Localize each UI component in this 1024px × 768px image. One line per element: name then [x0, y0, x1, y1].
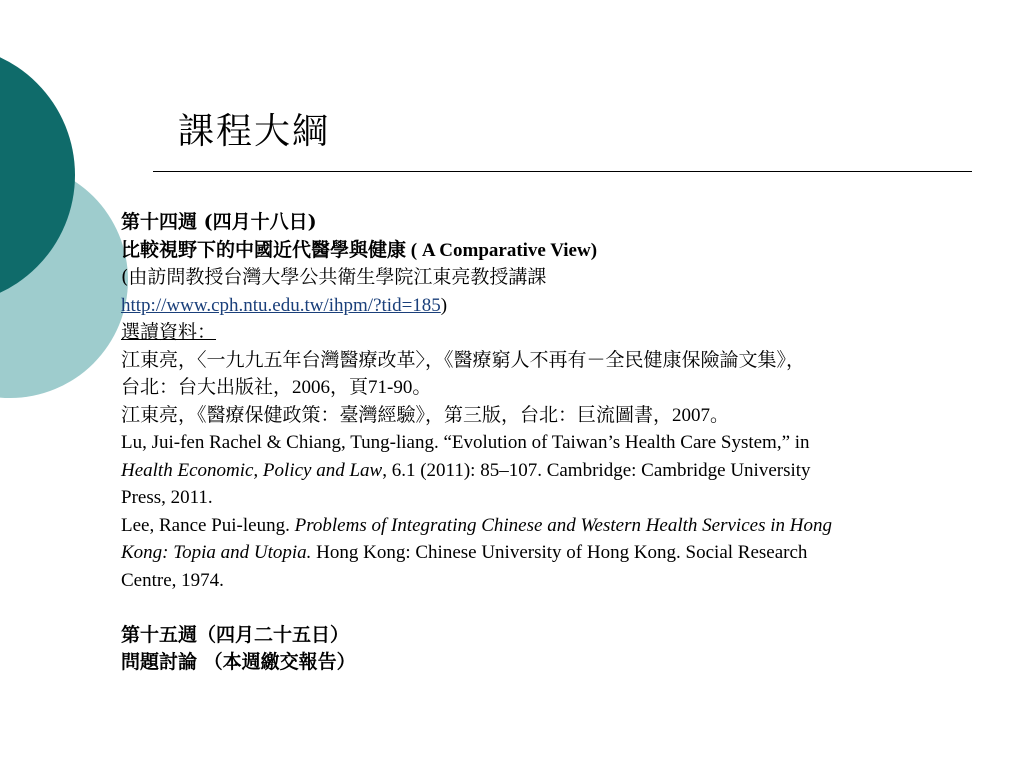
week15-heading: 第十五週（四月二十五日） [121, 623, 350, 646]
reading-4-line-3: Centre, 1974. [121, 569, 224, 591]
week14-topic-zh: 比較視野下的中國近代醫學與健康 [121, 238, 407, 261]
slide-body [121, 209, 1001, 677]
week14-heading: 第十四週 (四月十八日) [121, 211, 317, 233]
reading-3-details: , 6.1 (2011): 85–107. Cambridge: Cambridge University [382, 459, 811, 481]
reading-3-journal: Health Economic, Policy and Law [121, 459, 383, 481]
week14-topic-en: ( A Comparative View) [406, 239, 598, 261]
reading-3-line-3: Press, 2011. [121, 487, 213, 508]
reading-3-line-1: Lu, Jui-fen Rachel & Chiang, Tung-liang. “Evolution of Taiwan’s Health Care System,” in [121, 432, 810, 453]
reading-4-author: Lee, Rance Pui-leung. [121, 514, 295, 536]
week14-topic [121, 237, 1001, 265]
reading-4-title-part-2: Kong: Topia and Utopia. [121, 542, 312, 563]
slide-title: 課程大綱 [178, 111, 331, 152]
lecturer-link[interactable]: http://www.cph.ntu.edu.tw/ihpm/?tid=185 [121, 294, 441, 316]
decorative-circles [0, 0, 130, 420]
reading-4-title-part-1: Problems of Integrating Chinese and Western Health Services in Hong [294, 514, 832, 536]
reading-1-line-2: 台北：台大出版社，2006，頁71-90。 [121, 377, 432, 398]
url-close-paren: ) [440, 294, 448, 316]
week14-lecturer: (由訪問教授台灣大學公共衛生學院江東亮教授講課 [121, 266, 547, 288]
reading-4-line-1 [121, 512, 1001, 540]
week14-url-line [121, 292, 1001, 320]
reading-2-line-1: 江東亮，《醫療保健政策：臺灣經驗》，第三版，台北：巨流圖書，2007。 [121, 404, 730, 426]
reading-3-line-2 [121, 457, 1001, 485]
week15-topic: 問題討論 （本週繳交報告） [121, 651, 356, 673]
readings-label-text: 選讀資料： [121, 322, 217, 343]
readings-label [121, 319, 1001, 347]
reading-1-line-1: 江東亮，〈一九九五年台灣醫療改革〉，《醫療窮人不再有－全民健康保險論文集》， [121, 349, 806, 371]
reading-4-line-2 [121, 539, 1001, 567]
title-divider [153, 171, 972, 172]
spacer [121, 594, 1001, 622]
reading-4-publisher: Hong Kong: Chinese University of Hong Kong. Social Research [311, 542, 808, 563]
